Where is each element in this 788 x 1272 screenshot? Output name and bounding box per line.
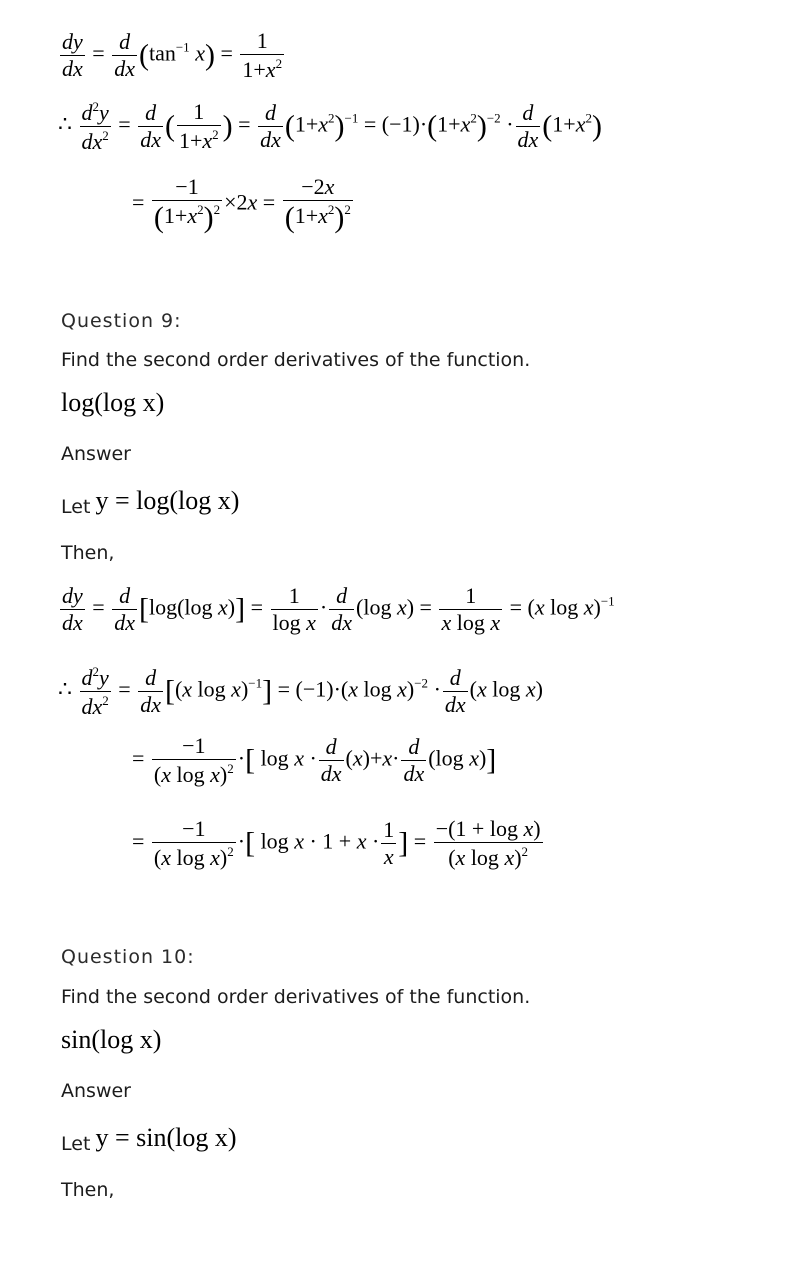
question-9-answer-label: Answer (61, 443, 131, 465)
let-word: Let (61, 1133, 91, 1155)
q9-step-3: = $\frac{-1}{(x \log x)^2}$ ·[ log x · $\frac{d}{dx}$ (x)+x· $\frac{d}{dx}$ (log x)] (132, 733, 497, 787)
question-10-prompt: Find the second order derivatives of the function. (61, 986, 531, 1008)
q9-step-2: ∴ $\frac{d^2y}{dx^2}$ = $\frac{d}{dx}$ [(x log x)$^{-1}$] = (−1)·(x log x)$^{-2}$ · $\frac{d}{dx}$ (x log x) (58, 664, 543, 719)
question-10-function: sin(log x) (61, 1025, 162, 1054)
derivation-line-3: = $\frac{-1}{(1+x^2)^2}$ ×2x = $\frac{-2x}{(1+x^2)^2}$ (132, 174, 351, 234)
let-expression: y = log(log x) (95, 486, 240, 515)
question-9-then: Then, (61, 542, 115, 564)
question-9-heading: Question 9: (61, 310, 182, 332)
question-9-let (61, 486, 239, 518)
derivation-line-2: ∴ $\frac{d^2y}{dx^2}$ = $\frac{d}{dx}$ ( $\frac{1}{1+x^2}$ ) = $\frac{d}{dx}$ $(1+x^2)^{-1} = (-1)\cdot(1+x^2)^{-2}$ · $\frac{d}{dx}$ $(1+x^2)$ (58, 99, 602, 154)
question-10-then: Then, (61, 1179, 115, 1201)
q9-step-1: $\frac{dy}{dx}$ = $\frac{d}{dx}$ [log(log x)] = $\frac{1}{\text{log x}}$ · $\frac{d}{dx}$ (log x) = $\frac{1}{\text{x log x}}$ = (x log x)$^{-1}$ (62, 583, 615, 635)
derivation-line-1: $\frac{dy}{dx}$ = $\frac{d}{dx}$ ($\tan^{-1}$ x) = $\frac{1}{1+x^2}$ (62, 28, 283, 82)
question-9-function: log(log x) (61, 388, 165, 417)
question-10-let (61, 1123, 237, 1155)
q9-step-4: = $\frac{-1}{(x \log x)^2}$ ·[ log x · 1 + x · $\frac{1}{x}$ ] = $\frac{\text{−(1 + log x)}}{(x \log x)^2}$ (132, 816, 541, 870)
question-10-answer-label: Answer (61, 1080, 131, 1102)
let-expression: y = sin(log x) (95, 1123, 237, 1152)
let-word: Let (61, 496, 91, 518)
question-9-prompt: Find the second order derivatives of the function. (61, 349, 531, 371)
question-10-heading: Question 10: (61, 946, 195, 968)
